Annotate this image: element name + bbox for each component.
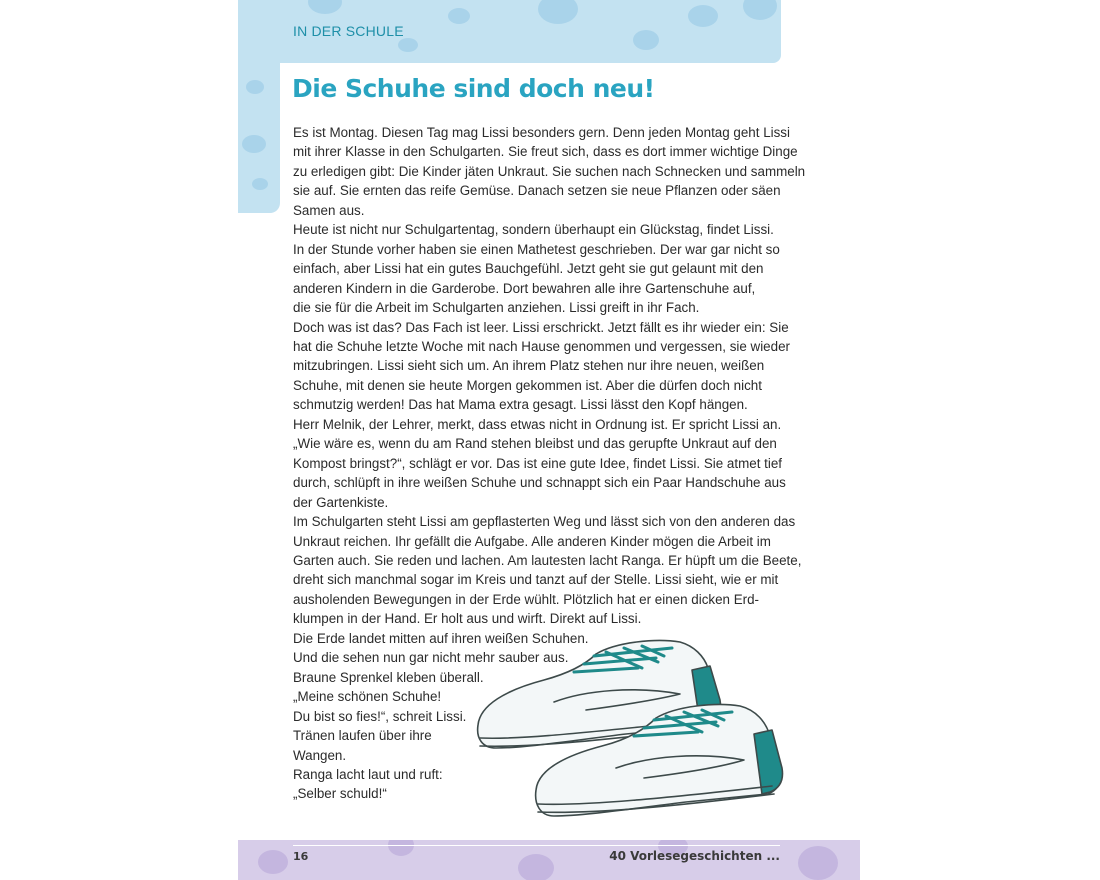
story-line: klumpen in der Hand. Er holt aus und wirft. Direkt auf Lissi.: [293, 611, 642, 627]
story-line: Heute ist nicht nur Schulgartentag, sondern überhaupt ein Glückstag, findet Lissi.: [293, 222, 774, 238]
story-line: der Gartenkiste.: [293, 494, 389, 510]
story-line: „Wie wäre es, wenn du am Rand stehen bleibst und das gerupfte Unkraut auf den: [293, 436, 777, 452]
story-line: Herr Melnik, der Lehrer, merkt, dass etwas nicht in Ordnung ist. Er spricht Lissi an.: [293, 416, 782, 432]
side-band: [238, 60, 280, 213]
story-line: Schuhe, mit denen sie heute Morgen gekommen ist. Aber die dürfen doch nicht: [293, 377, 762, 393]
story-line: zu erledigen gibt: Die Kinder jäten Unkraut. Sie suchen nach Schnecken und sammeln: [293, 163, 806, 179]
story-line: einfach, aber Lissi hat ein gutes Bauchgefühl. Jetzt geht sie gut gelaunt mit den: [293, 261, 764, 277]
story-line: „Meine schönen Schuhe!: [293, 689, 442, 705]
story-line: Wangen.: [293, 747, 347, 763]
story-line: schmutzig werden! Das hat Mama extra gesagt. Lissi lässt den Kopf hängen.: [293, 397, 748, 413]
footer-divider: [293, 845, 780, 846]
story-line: Doch was ist das? Das Fach ist leer. Lissi erschrickt. Jetzt fällt es ihr wieder ein: Sie: [293, 319, 789, 335]
story-line: In der Stunde vorher haben sie einen Mathetest geschrieben. Der war gar nicht so: [293, 241, 780, 257]
story-line: Im Schulgarten steht Lissi am gepflasterten Weg und lässt sich von den anderen das: [293, 514, 796, 530]
book-page: [238, 0, 860, 880]
story-line: mitzubringen. Lissi sieht sich um. An ihrem Platz stehen nur ihre neuen, weißen: [293, 358, 765, 374]
story-line: Samen aus.: [293, 202, 365, 218]
story-line: durch, schlüpft in ihre weißen Schuhe und schnappt sich ein Paar Handschuhe aus: [293, 475, 786, 491]
sneakers-illustration: [466, 630, 788, 830]
story-line: Ranga lacht laut und ruft:: [293, 766, 443, 782]
story-line: dreht sich manchmal sogar im Kreis und tanzt auf der Stelle. Lissi sieht, wie er mit: [293, 572, 779, 588]
footer-band: [238, 840, 860, 880]
story-line: Kompost bringst?“, schlägt er vor. Das ist eine gute Idee, findet Lissi. Sie atmet tief: [293, 455, 782, 471]
story-line: Und die sehen nun gar nicht mehr sauber aus.: [293, 650, 569, 666]
story-line: Garten auch. Sie reden und lachen. Am lautesten lacht Ranga. Er hüpft um die Beete,: [293, 552, 802, 568]
story-line: Du bist so fies!“, schreit Lissi.: [293, 708, 467, 724]
story-line: mit ihrer Klasse in den Schulgarten. Sie freut sich, dass es dort immer wichtige Dinge: [293, 144, 798, 160]
story-line: Braune Sprenkel kleben überall.: [293, 669, 484, 685]
story-title: Die Schuhe sind doch neu!: [292, 74, 655, 103]
story-line: hat die Schuhe letzte Woche mit nach Hause genommen und vergessen, sie wieder: [293, 338, 790, 354]
story-line: Unkraut reichen. Ihr gefällt die Aufgabe. Alle anderen Kinder mögen die Arbeit im: [293, 533, 771, 549]
story-line: ausholenden Bewegungen in der Erde wühlt. Plötzlich hat er einen dicken Erd-: [293, 591, 759, 607]
page-number: 16: [293, 850, 309, 863]
section-label: IN DER SCHULE: [293, 23, 404, 39]
story-line: Es ist Montag. Diesen Tag mag Lissi besonders gern. Denn jeden Montag geht Lissi: [293, 125, 790, 140]
story-line: anderen Kindern in die Garderobe. Dort bewahren alle ihre Gartenschuhe auf,: [293, 280, 756, 296]
story-line: „Selber schuld!“: [293, 786, 387, 802]
story-line: Tränen laufen über ihre: [293, 728, 432, 744]
story-line: Die Erde landet mitten auf ihren weißen Schuhen.: [293, 630, 589, 646]
story-line: sie auf. Sie ernten das reife Gemüse. Danach setzen sie neue Pflanzen oder säen: [293, 183, 781, 199]
story-line: die sie für die Arbeit im Schulgarten anziehen. Lissi greift in ihr Fach.: [293, 300, 700, 316]
footer-book-title: 40 Vorlesegeschichten ...: [609, 849, 780, 863]
